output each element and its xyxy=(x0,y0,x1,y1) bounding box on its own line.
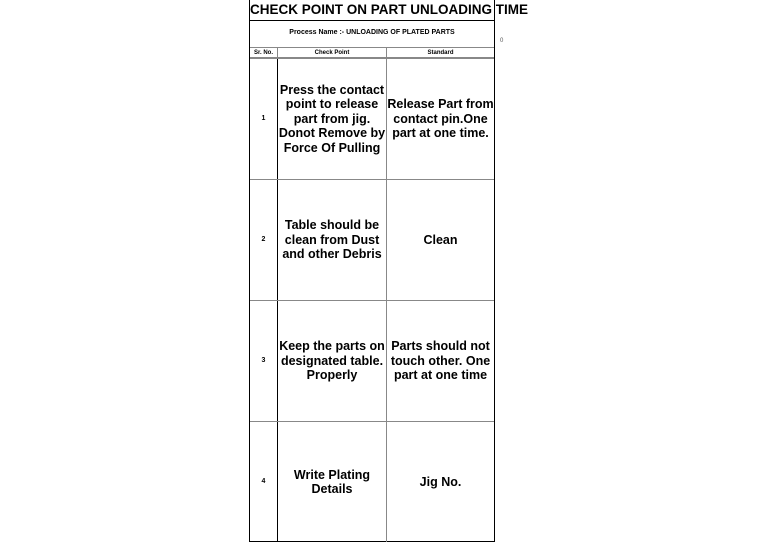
row-standard: Parts should not touch other. One part at one time xyxy=(390,339,491,383)
document-title: CHECK POINT ON PART UNLOADING TIME xyxy=(250,0,494,21)
row-standard: Release Part from contact pin.One part at one time. xyxy=(387,97,494,141)
table-row xyxy=(250,300,494,421)
row-check-point: Press the contact point to release part from jig. Donot Remove by Force Of Pulling xyxy=(278,59,387,179)
row-sr-no: 2 xyxy=(250,180,278,300)
row-sr-no: 1 xyxy=(250,59,278,179)
row-standard: Jig No. xyxy=(419,474,462,489)
row-check-point: Table should be clean from Dust and other Debris xyxy=(278,180,387,300)
row-check-point: Keep the parts on designated table. Properly xyxy=(278,301,387,421)
table-header-row xyxy=(250,47,494,58)
header-sr-no: Sr. No. xyxy=(250,48,278,57)
row-sr-no: 4 xyxy=(250,422,278,542)
header-check-point: Check Point xyxy=(278,48,387,57)
table-row xyxy=(250,58,494,179)
process-name: Process Name :- UNLOADING OF PLATED PARTS xyxy=(289,29,455,36)
row-standard: Clean xyxy=(423,232,458,247)
table-row xyxy=(250,421,494,542)
row-sr-no: 3 xyxy=(250,301,278,421)
table-row xyxy=(250,179,494,300)
row-check-point: Write Plating Details xyxy=(278,422,387,542)
document-sheet xyxy=(249,0,528,542)
header-standard: Standard xyxy=(427,49,454,56)
checkpoint-table xyxy=(250,47,494,542)
side-mark: 0 xyxy=(500,38,504,44)
